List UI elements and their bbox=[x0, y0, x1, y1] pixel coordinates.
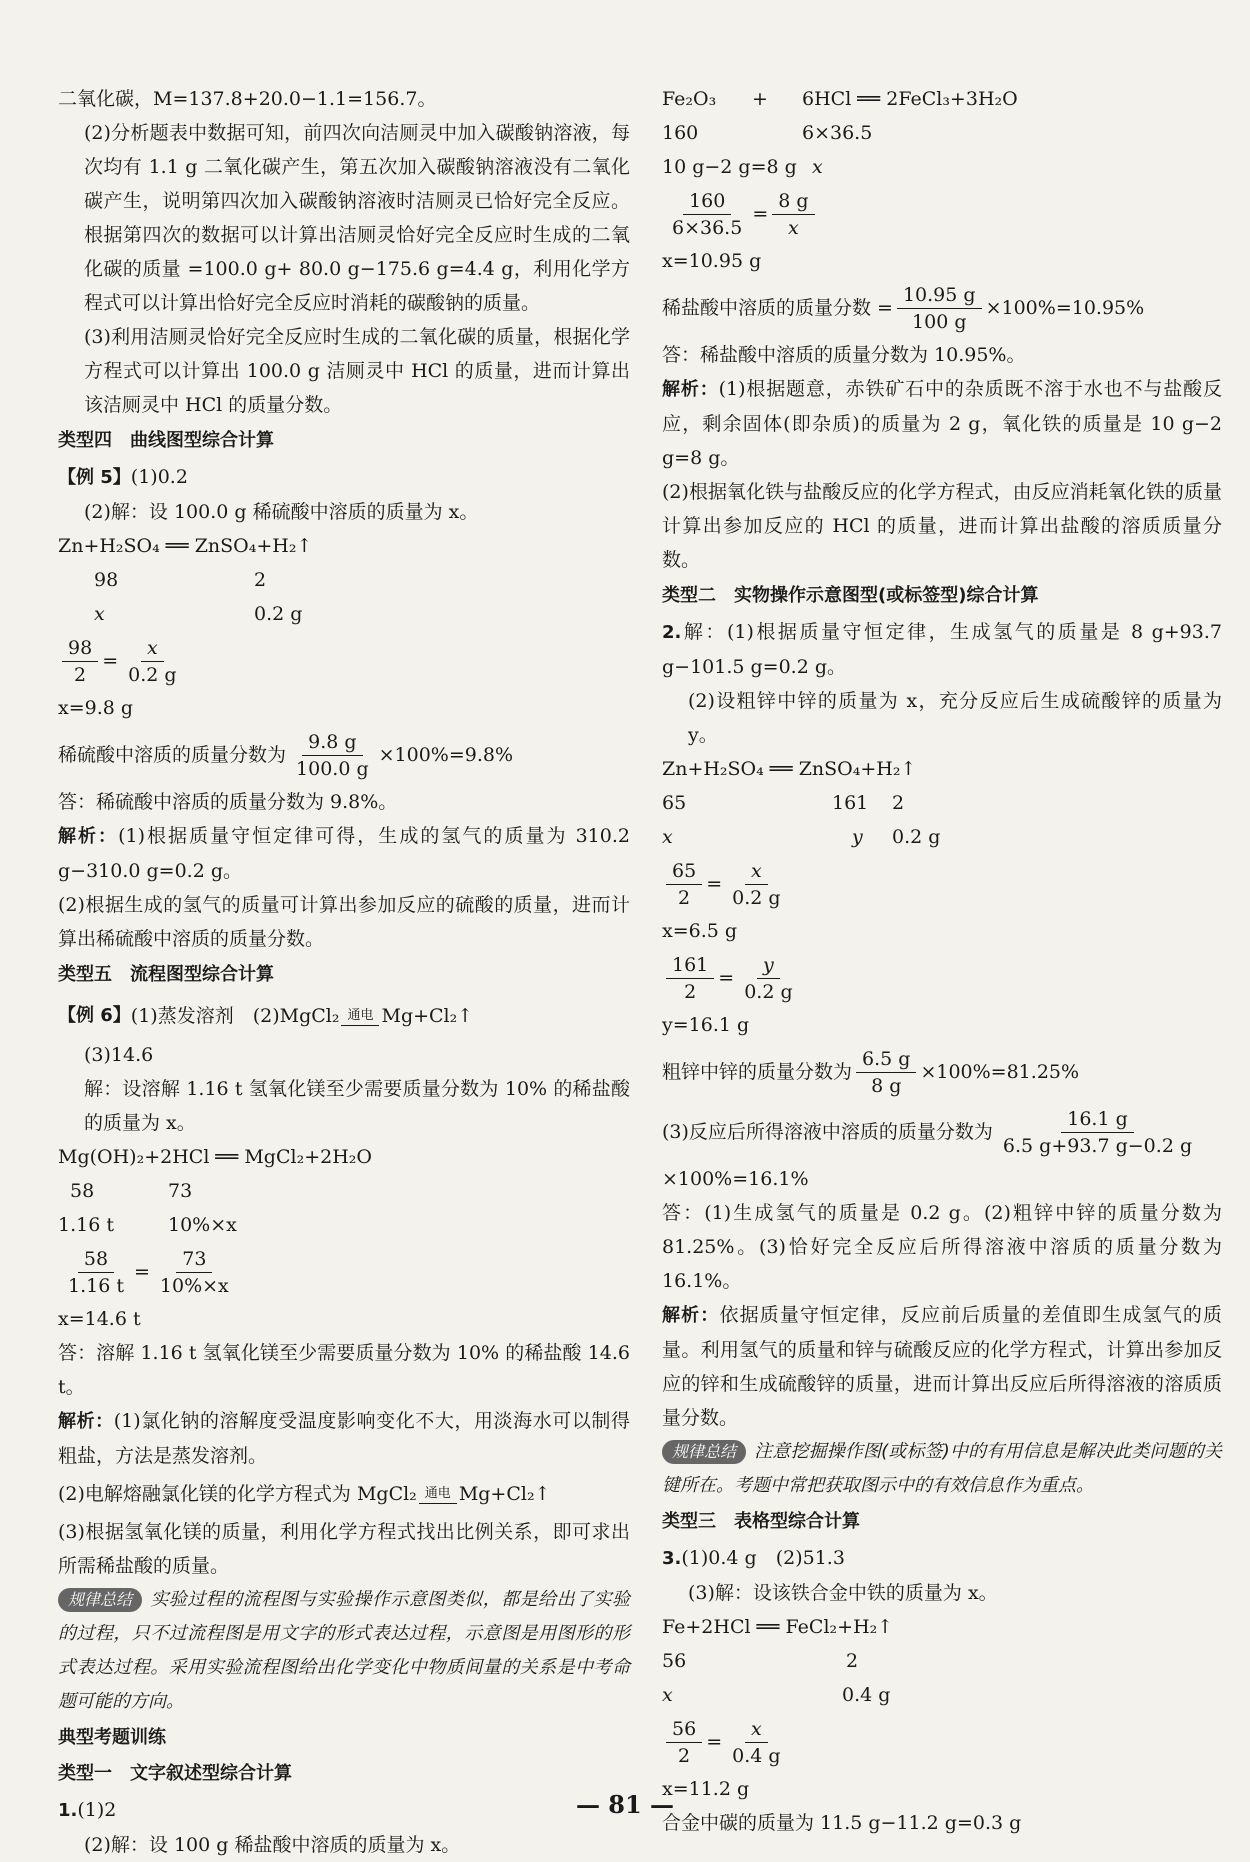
proportion: $\frac{98}{2}$ = $\frac{x}{0.2 g}$ bbox=[58, 631, 630, 691]
gas-arrow-icon bbox=[296, 535, 312, 557]
ratio-row: 1.16 t 10%×x bbox=[58, 1214, 237, 1236]
gas-arrow-icon bbox=[900, 758, 916, 780]
analysis-text: (1)根据质量守恒定律可得，生成的氢气的质量为 310.2 g−310.0 g=0.2 g。 bbox=[58, 825, 630, 882]
ratio-row: 58 73 bbox=[70, 1180, 193, 1202]
rule-summary-badge: 规律总结 bbox=[58, 1588, 142, 1612]
chemical-equation: Zn+H₂SO₄ ══ ZnSO₄+H₂ ↑ bbox=[662, 752, 1222, 786]
chemical-equation: Mg(OH)₂+2HCl ══ MgCl₂+2H₂O bbox=[58, 1146, 372, 1168]
proportion: $\frac{58}{1.16 t}$ = $\frac{73}{10\%\times x}$ bbox=[68, 1247, 229, 1297]
question-number: 2. bbox=[662, 622, 682, 643]
section-heading: 类型三 表格型综合计算 bbox=[662, 1511, 860, 1532]
page-number: — 81 — bbox=[575, 1790, 675, 1819]
right-column bbox=[662, 82, 1222, 1840]
proportion: $\frac{65}{2}$ = $\frac{x}{0.2 g}$ bbox=[662, 854, 1222, 914]
answer-part: 解：(1)根据质量守恒定律，生成氢气的质量是 8 g+93.7 g−101.5 g=0.2 g。 bbox=[662, 621, 1222, 678]
ratio-row: 10 g−2 g=8 g x bbox=[662, 156, 823, 178]
text-paragraph: (2)分析题表中数据可知，前四次向洁厕灵中加入碳酸钠溶液，每次均有 1.1 g 二氧化碳产生，第五次加入碳酸钠溶液没有二氧化碳产生，说明第四次加入碳酸钠溶液时洁厕灵已恰好完全反应。根据第四次的数据可以计算出洁厕灵恰好完全反应时生成的二氧化碳的质量 =100.0 g+ 80.0 g−175.6 g=4.4 g，利用化学方程式可以计算出恰好完全反应时消耗的碳酸钠的质量。 bbox=[84, 122, 630, 314]
answer-part: (1)2 bbox=[77, 1799, 117, 1821]
solution-setup: (3)解：设该铁合金中铁的质量为 x。 bbox=[688, 1582, 998, 1604]
gas-arrow-icon bbox=[457, 999, 473, 1033]
ratio-row: 65 161 2 bbox=[662, 792, 905, 814]
section-heading: 类型一 文字叙述型综合计算 bbox=[58, 1763, 292, 1784]
answer-part: (1)0.4 g (2)51.3 bbox=[681, 1547, 845, 1569]
percentage-calc: 稀硫酸中溶质的质量分数为 $\frac{9.8 g}{100.0 g}$ ×100%=9.8% bbox=[58, 730, 514, 780]
question-number: 1. bbox=[58, 1800, 78, 1821]
analysis-text: (2)电解熔融氯化镁的化学方程式为 MgCl₂ 通电 Mg+Cl₂ ↑ bbox=[58, 1473, 630, 1515]
analysis-text: (3)根据氢氧化镁的质量，利用化学方程式找出比例关系，即可求出所需稀盐酸的质量。 bbox=[58, 1521, 630, 1577]
solution-setup: (2)设粗锌中锌的质量为 x，充分反应后生成硫酸锌的质量为 y。 bbox=[688, 690, 1222, 746]
result: x=9.8 g bbox=[58, 697, 134, 719]
analysis-text: (2)根据氧化铁与盐酸反应的化学方程式，由反应消耗氧化铁的质量计算出参加反应的 HCl 的质量，进而计算出盐酸的溶质质量分数。 bbox=[662, 481, 1222, 571]
analysis-text: (1)氯化钠的溶解度受温度影响变化不大，用淡海水可以制得粗盐，方法是蒸发溶剂。 bbox=[58, 1410, 631, 1467]
gas-arrow-icon bbox=[535, 1477, 551, 1511]
analysis-label: 解析： bbox=[58, 1411, 114, 1432]
example-6-line: 【例 6】 (1)蒸发溶剂 (2)MgCl₂ 通电 Mg+Cl₂ ↑ bbox=[58, 994, 630, 1038]
analysis-label: 解析： bbox=[662, 379, 719, 400]
rule-summary-text: 注意挖掘操作图(或标签)中的有用信息是解决此类问题的关键所在。考题中常把获取图示中的有效信息作为重点。 bbox=[662, 1441, 1222, 1496]
answer: 答：稀盐酸中溶质的质量分数为 10.95%。 bbox=[662, 344, 1026, 366]
analysis-label: 解析： bbox=[662, 1305, 720, 1326]
result: y=16.1 g bbox=[662, 1014, 750, 1036]
section-heading: 类型五 流程图型综合计算 bbox=[58, 964, 274, 985]
result: x=10.95 g bbox=[662, 250, 762, 272]
section-heading: 类型二 实物操作示意图型(或标签型)综合计算 bbox=[662, 585, 1039, 606]
result: x=14.6 t bbox=[58, 1308, 141, 1330]
text-line: 合金中碳的质量为 11.5 g−11.2 g=0.3 g bbox=[662, 1812, 1022, 1834]
ratio-row: 56 2 bbox=[662, 1650, 859, 1672]
solution-setup: 解：设溶解 1.16 t 氢氧化镁至少需要质量分数为 10% 的稀盐酸的质量为 x。 bbox=[84, 1078, 630, 1134]
answer: 答：稀硫酸中溶质的质量分数为 9.8%。 bbox=[58, 791, 398, 813]
percentage-calc: (3)反应后所得溶液中溶质的质量分数为 $\frac{16.1 g}{6.5 g+93.7 g-0.2 g}$ bbox=[662, 1107, 1193, 1157]
answer-part: (1)0.2 bbox=[130, 466, 188, 488]
ratio-row: 98 2 bbox=[94, 569, 267, 591]
chemical-equation: Fe₂O₃ + 6HCl ══ 2FeCl₃+3H₂O bbox=[662, 88, 1018, 110]
left-column bbox=[58, 82, 630, 1862]
answer-part: (3)14.6 bbox=[84, 1044, 154, 1066]
question-number: 3. bbox=[662, 1548, 682, 1569]
chemical-equation: Zn+H₂SO₄ ══ ZnSO₄+H₂ ↑ bbox=[58, 529, 630, 563]
chemical-equation: Fe+2HCl ══ FeCl₂+H₂ ↑ bbox=[662, 1610, 1222, 1644]
percentage-calc: 粗锌中锌的质量分数为 $\frac{6.5 g}{8 g}$ ×100%=81.25% bbox=[662, 1047, 1080, 1097]
answer: 答：溶解 1.16 t 氢氧化镁至少需要质量分数为 10% 的稀盐酸 14.6 t。 bbox=[58, 1342, 630, 1398]
answer: 答：(1)生成氢气的质量是 0.2 g。(2)粗锌中锌的质量分数为 81.25%。(3)恰好完全反应后所得溶液中溶质的质量分数为 16.1%。 bbox=[662, 1202, 1222, 1292]
result: x=11.2 g bbox=[662, 1778, 750, 1800]
result: x=6.5 g bbox=[662, 920, 738, 942]
example-label: 【例 5】 bbox=[58, 467, 131, 488]
ratio-row: x y 0.2 g bbox=[662, 826, 941, 848]
analysis-label: 解析： bbox=[58, 826, 119, 847]
result: ×100%=16.1% bbox=[662, 1168, 809, 1190]
section-heading: 类型四 曲线图型综合计算 bbox=[58, 430, 274, 451]
proportion: $\frac{56}{2}$ = $\frac{x}{0.4 g}$ bbox=[662, 1712, 1222, 1772]
ratio-row: 160 6×36.5 bbox=[662, 122, 873, 144]
proportion: $\frac{160}{6\times 36.5}$ = $\frac{8 g}{x}$ bbox=[662, 184, 1222, 244]
proportion: $\frac{161}{2}$ = $\frac{y}{0.2 g}$ bbox=[662, 948, 1222, 1008]
analysis-text: (2)根据生成的氢气的质量可计算出参加反应的硫酸的质量，进而计算出稀硫酸中溶质的质量分数。 bbox=[58, 894, 630, 950]
solution-setup: (2)解：设 100.0 g 稀硫酸中溶质的质量为 x。 bbox=[84, 501, 479, 523]
solution-setup: (2)解：设 100 g 稀盐酸中溶质的质量为 x。 bbox=[84, 1834, 461, 1856]
analysis-text: (1)根据题意，赤铁矿石中的杂质既不溶于水也不与盐酸反应，剩余固体(即杂质)的质量为 2 g，氧化铁的质量是 10 g−2 g=8 g。 bbox=[662, 378, 1223, 469]
analysis-text: 依据质量守恒定律，反应前后质量的差值即生成氢气的质量。利用氢气的质量和锌与硫酸反应的化学方程式，计算出参加反应的锌和生成硫酸锌的质量，进而计算出反应后所得溶液的溶质质量分数。 bbox=[662, 1304, 1222, 1429]
rule-summary-text: 实验过程的流程图与实验操作示意图类似，都是给出了实验的过程，只不过流程图是用文字的形式表达过程，示意图是用图形的形式表达过程。采用实验流程图给出化学变化中物质间量的关系是中考命题可能的方向。 bbox=[58, 1589, 630, 1712]
gas-arrow-icon bbox=[877, 1616, 893, 1638]
ratio-row: x 0.2 g bbox=[94, 603, 303, 625]
section-heading: 典型考题训练 bbox=[58, 1727, 166, 1748]
text-paragraph: (3)利用洁厕灵恰好完全反应时生成的二氧化碳的质量，根据化学方程式可以计算出 100.0 g 洁厕灵中 HCl 的质量，进而计算出该洁厕灵中 HCl 的质量分数。 bbox=[84, 326, 630, 416]
ratio-row: x 0.4 g bbox=[662, 1684, 891, 1706]
rule-summary-badge: 规律总结 bbox=[662, 1440, 746, 1464]
percentage-calc: 稀盐酸中溶质的质量分数 = $\frac{10.95 g}{100 g}$ ×100%=10.95% bbox=[662, 283, 1145, 333]
text-line: 二氧化碳，M=137.8+20.0−1.1=156.7。 bbox=[58, 88, 437, 110]
